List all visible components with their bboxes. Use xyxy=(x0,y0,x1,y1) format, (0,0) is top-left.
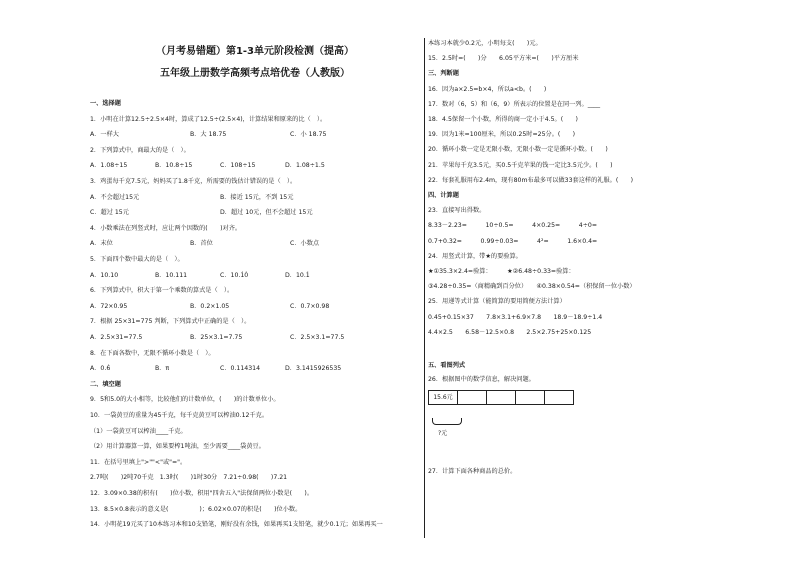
section-heading: 五、看图列式 xyxy=(428,362,466,369)
segment-diagram xyxy=(428,390,573,405)
question-line: 3．鸡蛋每千克7.5元，妈妈买了1.8千克，所需要的钱估计错误的是（ ）。 xyxy=(90,178,297,185)
answer-option: C．0.114314 xyxy=(220,365,261,373)
question-line: ★①35.3×2.4=验算： ★②6.48÷0.33=验算： xyxy=(428,268,575,275)
diagram-box xyxy=(544,390,574,405)
question-line: 9．5和5.0的大小相等，比较他们的计数单位，( )的计数单位小。 xyxy=(90,396,280,404)
section-heading: 四、计算题 xyxy=(428,192,459,199)
question-line: A．0.6̇ xyxy=(90,365,111,373)
answer-option: C．小数点 xyxy=(290,240,320,248)
section-heading: 三、判断题 xyxy=(428,70,459,78)
question-line: A．末位 xyxy=(90,240,113,248)
answer-option: B．10.111 xyxy=(155,271,188,279)
question-line: 24．用竖式计算，带★的要验算。 xyxy=(428,252,522,260)
question-line: C．超过 15元 xyxy=(90,209,129,217)
question-line: 14．小明花19元买了10本练习本和10支铅笔，刚好没有余钱，如果再买1支铅笔，就少0.1元；如果再买一 xyxy=(90,521,383,529)
answer-option: B．25×3.1=7.75 xyxy=(190,334,243,341)
answer-option: C．108÷15 xyxy=(220,162,256,170)
answer-option: B．首位 xyxy=(190,240,213,248)
question-line: 1．小明在计算12.5÷2.5×4时，算成了12.5÷(2.5×4)，计算结果和原来的比（ ）。 xyxy=(90,115,327,123)
question-line: 25．用递等式计算（能简算的要用简便方法计算） xyxy=(428,298,566,306)
question-line: 6．下列算式中，积大于第一个乘数的算式是（ ）。 xyxy=(90,287,234,295)
diagram-box xyxy=(515,390,545,405)
answer-option: B．接近 15元，不到 15元 xyxy=(220,193,294,201)
answer-option: C．2.5×3.1=77.5 xyxy=(290,334,345,341)
diagram-box xyxy=(457,390,487,405)
question-line: 17．数对（6，5）和（6，9）所表示的位置是在同一列。____ xyxy=(428,100,601,108)
question-line: A．1.08÷15 xyxy=(90,162,128,170)
question-line: 8.33－2.23= 10÷0.5= 4×0.25= 4÷0= xyxy=(428,222,598,230)
question-line: 2．下列算式中，商最大的是（ ）。 xyxy=(90,146,190,154)
question-line: 26．根据图中的数学信息，解决问题。 xyxy=(428,376,535,383)
question-line: A．72×0.95 xyxy=(90,302,128,310)
diagram-bracket-label: ?元 xyxy=(438,430,448,437)
answer-option: B．10.8÷15 xyxy=(155,162,193,170)
question-line: 21．苹果每千克3.5元，买0.5千克苹果的钱一定比3.5元少。( ) xyxy=(428,161,613,169)
answer-option: D．超过 10元，但不会超过 15元 xyxy=(220,209,313,217)
answer-option: B．0.2×1.05 xyxy=(190,302,230,310)
question-line: 18．4.5保留一个小数，所得的商一定小于4.5。( ) xyxy=(428,116,578,123)
diagram-bracket xyxy=(432,418,462,425)
question-line: 27．计算下面各种商品的总价。 xyxy=(428,468,517,475)
question-line: A．2.5×31=77.5 xyxy=(90,334,143,341)
question-line: （2）用计算器算一算，如果要榨1吨油，至少需要____袋黄豆。 xyxy=(90,443,265,451)
question-line: （1）一袋黄豆可以榨油____千克。 xyxy=(90,427,187,435)
question-line: 2.7吨( )2吨70千克 1.3时( )1时30分 7.21÷0.98( )7.21 xyxy=(90,474,288,482)
question-line: 10．一袋黄豆的重量为45千克，每千克黄豆可以榨油0.12千克。 xyxy=(90,412,269,419)
question-line: 0.45+0.15×37 7.8×3.1+6.9×7.8 18.9－18.9÷1.4 xyxy=(428,313,603,321)
answer-option: D．3.1415926535 xyxy=(285,365,342,373)
answer-option: C．小 18.75 xyxy=(290,131,327,139)
question-line: 16．因为a×2.5=b×4，所以a<b。( ) xyxy=(428,85,547,93)
question-line: 5．下面四个数中最大的是（ ）。 xyxy=(90,256,184,263)
answer-option: D．1.08÷1.5 xyxy=(285,162,325,170)
question-line: 12．3.09×0.38的积有( )位小数，积用"四舍五入"法保留两位小数是( )。 xyxy=(90,490,314,497)
section-heading: 一、选择题 xyxy=(90,100,121,107)
answer-option: B．π xyxy=(155,365,170,373)
question-line: 23．直接写出得数。 xyxy=(428,207,486,215)
question-line: 11．在括号里填上">""<"或"="。 xyxy=(90,458,187,466)
worksheet-subtitle: 五年级上册数学高频考点培优卷（人教版） xyxy=(160,68,350,79)
question-line: 8．在下面各数中，无限不循环小数是（ ）。 xyxy=(90,349,215,357)
question-line: 4．小数乘法在列竖式时，应让两个因数的( )对齐。 xyxy=(90,224,242,232)
question-line: ③4.28÷0.35=（商精确到百分位） ④0.38×0.54=（积保留一位小数） xyxy=(428,283,636,291)
diagram-box-labeled: 15.6元 xyxy=(428,390,458,405)
question-line: 本练习本就少0.2元，小明每支( )元。 xyxy=(428,40,542,47)
answer-option: D．10.1̇ xyxy=(285,271,310,279)
worksheet-title: （月考易错题）第1-3单元阶段检测（提高） xyxy=(155,46,355,57)
question-line: 4.4×2.5 6.58－12.5×0.8 2.5×2.75+25×0.125 xyxy=(428,328,592,336)
answer-option: C．10.1̇0̇ xyxy=(220,271,249,279)
question-line: A．10.10 xyxy=(90,271,119,279)
question-line: A．一样大 xyxy=(90,131,119,139)
answer-option: C．0.7×0.98 xyxy=(290,302,330,310)
question-line: 13．8.5×0.8表示的意义是( )；6.02×0.07的积是( )位小数。 xyxy=(90,505,302,513)
question-line: 19．因为1米=100厘米，所以0.25时=25分。( ) xyxy=(428,131,576,139)
question-line: 7．根据 25×31=775 判断，下列算式中正确的是（ ）。 xyxy=(90,318,251,326)
question-line: 22．每套礼服用布2.4m，现有80m布最多可以做33套这样的礼服。( ) xyxy=(428,176,634,184)
column-divider xyxy=(424,38,425,538)
question-line: 15．2.5时=( )分 6.05平方米=( )平方厘米 xyxy=(428,55,579,63)
section-heading: 二、填空题 xyxy=(90,380,121,388)
question-line: A．不会超过15元 xyxy=(90,193,140,201)
diagram-box xyxy=(486,390,516,405)
answer-option: B．大 18.75 xyxy=(190,131,227,139)
question-line: 20．循环小数一定是无限小数，无限小数一定是循环小数。( ) xyxy=(428,146,608,154)
question-line: 0.7+0.32= 0.99÷0.03= 4²= 1.6×0.4= xyxy=(428,237,598,245)
